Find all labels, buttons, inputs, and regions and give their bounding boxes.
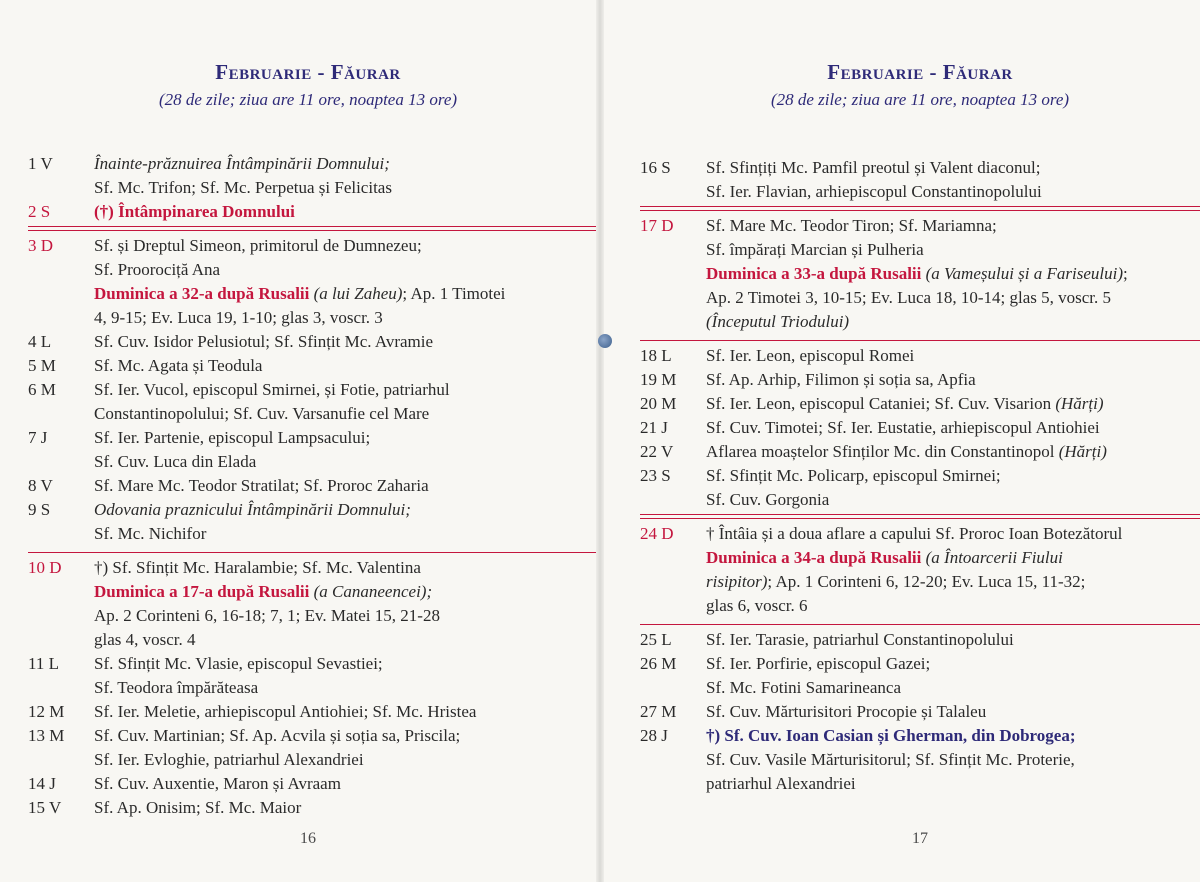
entry-line: Sf. Ap. Arhip, Filimon și soția sa, Apfia [706,370,976,389]
right-calendar-entries [640,156,1200,796]
entry-date: 7 J [28,428,48,447]
entry-line: Înainte-prăznuirea Întâmpinării Domnului; [94,154,390,173]
entry-line: Sf. Cuv. Vasile Mărturisitorul; Sf. Sfințit Mc. Proterie, [706,750,1075,769]
right-page [640,0,1200,882]
entry-line: Sf. Ier. Evloghie, patriarhul Alexandriei [94,750,364,769]
entry-date: 19 M [640,370,677,389]
entry-line: Sf. Ier. Partenie, episcopul Lampsacului; [94,428,371,447]
entry-line: Sf. Sfințit Mc. Vlasie, episcopul Sevastiei; [94,654,383,673]
entry-date: 9 S [28,500,51,519]
calendar-entry [640,724,1200,796]
entry-line: Ap. 2 Corinteni 6, 16-18; 7, 1; Ev. Matei 15, 21-28 [94,606,440,625]
entry-line: 4, 9-15; Ev. Luca 19, 1-10; glas 3, voscr. 3 [94,308,383,327]
entry-line: Sf. Mc. Fotini Samarineanca [706,678,901,697]
entry-line: Sf. Cuv. Gorgonia [706,490,830,509]
calendar-entry [640,628,1200,652]
entry-date: 6 M [28,380,56,399]
entry-line: Ap. 2 Timotei 3, 10-15; Ev. Luca 18, 10-14; glas 5, voscr. 5 [706,288,1111,307]
calendar-entry [640,214,1200,334]
entry-line: Sf. Mc. Trifon; Sf. Mc. Perpetua și Felicitas [94,178,392,197]
entry-line: ; [1123,264,1128,283]
entry-line: Sf. Cuv. Luca din Elada [94,452,257,471]
entry-date: 5 M [28,356,56,375]
calendar-entry [640,416,1200,440]
entry-date: 22 V [640,442,674,461]
entry-line: (Începutul Triodului) [706,312,850,331]
entry-line: Sf. și Dreptul Simeon, primitorul de Dumnezeu; [94,236,422,255]
calendar-entry [640,522,1200,618]
entry-line: glas 4, voscr. 4 [94,630,196,649]
entry-line: Sf. Sfințit Mc. Policarp, episcopul Smirnei; [706,466,1001,485]
calendar-entry [28,378,588,426]
book-gutter [596,0,604,882]
entry-line: (a Vameșului și a Fariseului) [925,264,1124,283]
entry-date: 23 S [640,466,671,485]
calendar-entry [28,234,588,330]
entry-date: 10 D [28,558,62,577]
right-page-title: Februarie - Făurar [827,60,1013,84]
calendar-entry [640,344,1200,368]
entry-line: Sf. Mare Mc. Teodor Tiron; Sf. Mariamna; [706,216,997,235]
entry-date: 16 S [640,158,671,177]
entry-line: Duminica a 33-a după Rusalii [706,264,922,283]
entry-date: 13 M [28,726,65,745]
entry-line: (a Întoarcerii Fiului [925,548,1063,567]
entry-line: Sf. Mare Mc. Teodor Stratilat; Sf. Proroc Zaharia [94,476,429,495]
entry-line: ; Ap. 1 Timotei [402,284,506,303]
entry-date: 25 L [640,630,672,649]
left-calendar-entries [28,152,588,820]
left-page [28,0,588,882]
calendar-entry [28,200,588,224]
entry-date: 14 J [28,774,56,793]
entry-date: 1 V [28,154,53,173]
entry-line: Sf. Ier. Leon, episcopul Cataniei; Sf. Cuv. Visarion [706,394,1052,413]
entry-line: (Hărți) [1058,442,1107,461]
entry-line: (a Cananeencei); [313,582,433,601]
entry-date: 3 D [28,236,54,255]
entry-date: 28 J [640,726,668,745]
calendar-entry [28,498,588,546]
entry-line: patriarhul Alexandriei [706,774,856,793]
entry-line: Duminica a 32-a după Rusalii [94,284,310,303]
entry-line: Duminica a 17-a după Rusalii [94,582,310,601]
entry-date: 18 L [640,346,672,365]
entry-line: Sf. Mc. Agata și Teodula [94,356,263,375]
entry-line: Sf. Ier. Porfirie, episcopul Gazei; [706,654,931,673]
entry-line: Sf. Cuv. Auxentie, Maron și Avraam [94,774,341,793]
calendar-entry [640,652,1200,700]
calendar-entry [28,474,588,498]
calendar-entry [640,368,1200,392]
calendar-entry [640,440,1200,464]
entry-date: 17 D [640,216,674,235]
entry-date: 20 M [640,394,677,413]
calendar-entry [28,772,588,796]
entry-date: 12 M [28,702,65,721]
entry-line: Odovania praznicului Întâmpinării Domnului; [94,500,411,519]
entry-line: Sf. Ier. Flavian, arhiepiscopul Constantinopolului [706,182,1042,201]
entry-date: 11 L [28,654,60,673]
calendar-entry [28,724,588,772]
entry-line: Constantinopolului; Sf. Cuv. Varsanufie cel Mare [94,404,430,423]
left-page-subtitle: (28 de zile; ziua are 11 ore, noaptea 13 ore) [158,90,458,109]
entry-line: Sf. Teodora împărăteasa [94,678,259,697]
right-page-subtitle: (28 de zile; ziua are 11 ore, noaptea 13 ore) [770,90,1070,109]
calendar-entry [28,796,588,820]
calendar-entry [28,426,588,474]
entry-line: Sf. Ier. Meletie, arhiepiscopul Antiohiei; Sf. Mc. Hristea [94,702,477,721]
entry-line: Sf. Ap. Onisim; Sf. Mc. Maior [94,798,302,817]
entry-line: Sf. Ier. Leon, episcopul Romei [706,346,915,365]
entry-line: Sf. Sfințiți Mc. Pamfil preotul și Valent diaconul; [706,158,1041,177]
entry-date: 26 M [640,654,677,673]
entry-line: (Hărți) [1055,394,1104,413]
calendar-entry [640,392,1200,416]
new-moon-icon [598,334,612,348]
entry-line: Sf. Mc. Nichifor [94,524,207,543]
entry-line: Duminica a 34-a după Rusalii [706,548,922,567]
entry-line: risipitor) [706,572,768,591]
left-page-title: Februarie - Făurar [215,60,401,84]
entry-line: †) Sf. Sfințit Mc. Haralambie; Sf. Mc. Valentina [94,558,421,577]
entry-line: Sf. Cuv. Martinian; Sf. Ap. Acvila și soția sa, Priscila; [94,726,461,745]
entry-line: glas 6, voscr. 6 [706,596,808,615]
entry-line: †) Sf. Cuv. Ioan Casian și Gherman, din Dobrogea; [706,726,1076,745]
right-page-number: 17 [912,830,928,847]
entry-line: Sf. Cuv. Timotei; Sf. Ier. Eustatie, arhiepiscopul Antiohiei [706,418,1100,437]
calendar-entry [28,152,588,200]
calendar-entry [28,556,588,652]
entry-date: 2 S [28,202,51,221]
calendar-entry [640,464,1200,512]
entry-date: 27 M [640,702,677,721]
entry-line: Aflarea moaștelor Sfinților Mc. din Constantinopol [706,442,1055,461]
entry-line: Sf. Ier. Vucol, episcopul Smirnei, și Fotie, patriarhul [94,380,450,399]
calendar-entry [640,156,1200,204]
calendar-entry [28,330,588,354]
entry-line: Sf. Proorociță Ana [94,260,221,279]
calendar-entry [28,652,588,700]
calendar-entry [28,354,588,378]
entry-date: 4 L [28,332,52,351]
entry-line: (†) Întâmpinarea Domnului [94,202,295,221]
calendar-entry [28,700,588,724]
calendar-entry [640,700,1200,724]
entry-line: Sf. Ier. Tarasie, patriarhul Constantinopolului [706,630,1014,649]
entry-line: Sf. Cuv. Mărturisitori Procopie și Talaleu [706,702,987,721]
entry-line: (a lui Zaheu) [313,284,403,303]
entry-date: 8 V [28,476,53,495]
entry-date: 21 J [640,418,668,437]
entry-line: Sf. Cuv. Isidor Pelusiotul; Sf. Sfințit Mc. Avramie [94,332,434,351]
entry-line: Sf. împărați Marcian și Pulheria [706,240,924,259]
entry-date: 15 V [28,798,62,817]
left-page-number: 16 [300,830,316,847]
entry-date: 24 D [640,524,674,543]
entry-line: † Întâia și a doua aflare a capului Sf. Proroc Ioan Botezătorul [706,524,1123,543]
entry-line: ; Ap. 1 Corinteni 6, 12-20; Ev. Luca 15, 11-32; [767,572,1086,591]
